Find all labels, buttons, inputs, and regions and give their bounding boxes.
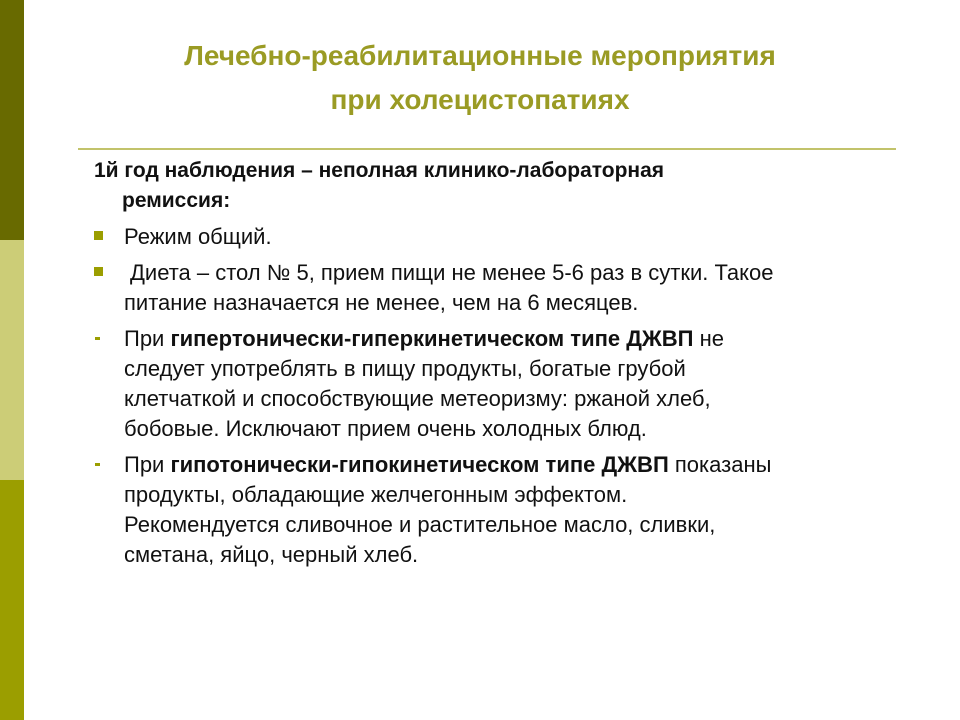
dash-bullet-icon bbox=[95, 337, 100, 340]
item-line: питание назначается не менее, чем на 6 месяцев. bbox=[124, 290, 639, 315]
subheading-line-2: ремиссия: bbox=[122, 189, 231, 212]
sidebar-segment-middle bbox=[0, 240, 24, 480]
item-suffix: показаны bbox=[668, 452, 772, 477]
item-suffix: не bbox=[693, 326, 724, 351]
subheading-line-1: 1й год наблюдения – неполная клинико-лабораторная bbox=[94, 159, 665, 182]
item-line: Диета – стол № 5, прием пищи не менее 5-6 раз в сутки. Такое bbox=[130, 260, 774, 285]
list-item-hyperkinetic bbox=[94, 324, 924, 444]
item-line bbox=[124, 450, 924, 480]
item-prefix: При bbox=[124, 452, 171, 477]
item-line: клетчаткой и способствующие метеоризму: ржаной хлеб, bbox=[124, 386, 711, 411]
item-emphasis: гипотонически-гипокинетическом типе ДЖВП bbox=[170, 452, 669, 477]
item-line: Режим общий. bbox=[124, 224, 272, 249]
list-item-hypokinetic bbox=[94, 450, 924, 570]
sidebar-segment-bottom bbox=[0, 480, 24, 720]
item-line: бобовые. Исключают прием очень холодных блюд. bbox=[124, 416, 647, 441]
list-item-diet bbox=[94, 258, 924, 318]
item-line: продукты, обладающие желчегонным эффектом. bbox=[124, 482, 628, 507]
dash-bullet-icon bbox=[95, 463, 100, 466]
square-bullet-icon bbox=[94, 231, 103, 240]
item-line bbox=[124, 324, 924, 354]
item-line: Рекомендуется сливочное и растительное масло, сливки, bbox=[124, 512, 716, 537]
slide-title bbox=[40, 34, 920, 122]
square-bullet-icon bbox=[94, 267, 103, 276]
item-emphasis: гипертонически-гиперкинетическом типе ДЖВП bbox=[170, 326, 694, 351]
slide-body bbox=[94, 156, 924, 576]
item-line: следует употреблять в пищу продукты, богатые грубой bbox=[124, 356, 686, 381]
title-line-2: при холецистопатиях bbox=[330, 84, 630, 115]
sidebar-segment-top bbox=[0, 0, 24, 240]
list-item-regime bbox=[94, 222, 924, 252]
item-line: сметана, яйцо, черный хлеб. bbox=[124, 542, 419, 567]
subheading bbox=[94, 156, 924, 216]
title-divider bbox=[78, 148, 896, 150]
title-line-1: Лечебно-реабилитационные мероприятия bbox=[184, 40, 776, 71]
item-prefix: При bbox=[124, 326, 171, 351]
sidebar-stripe bbox=[0, 0, 24, 720]
